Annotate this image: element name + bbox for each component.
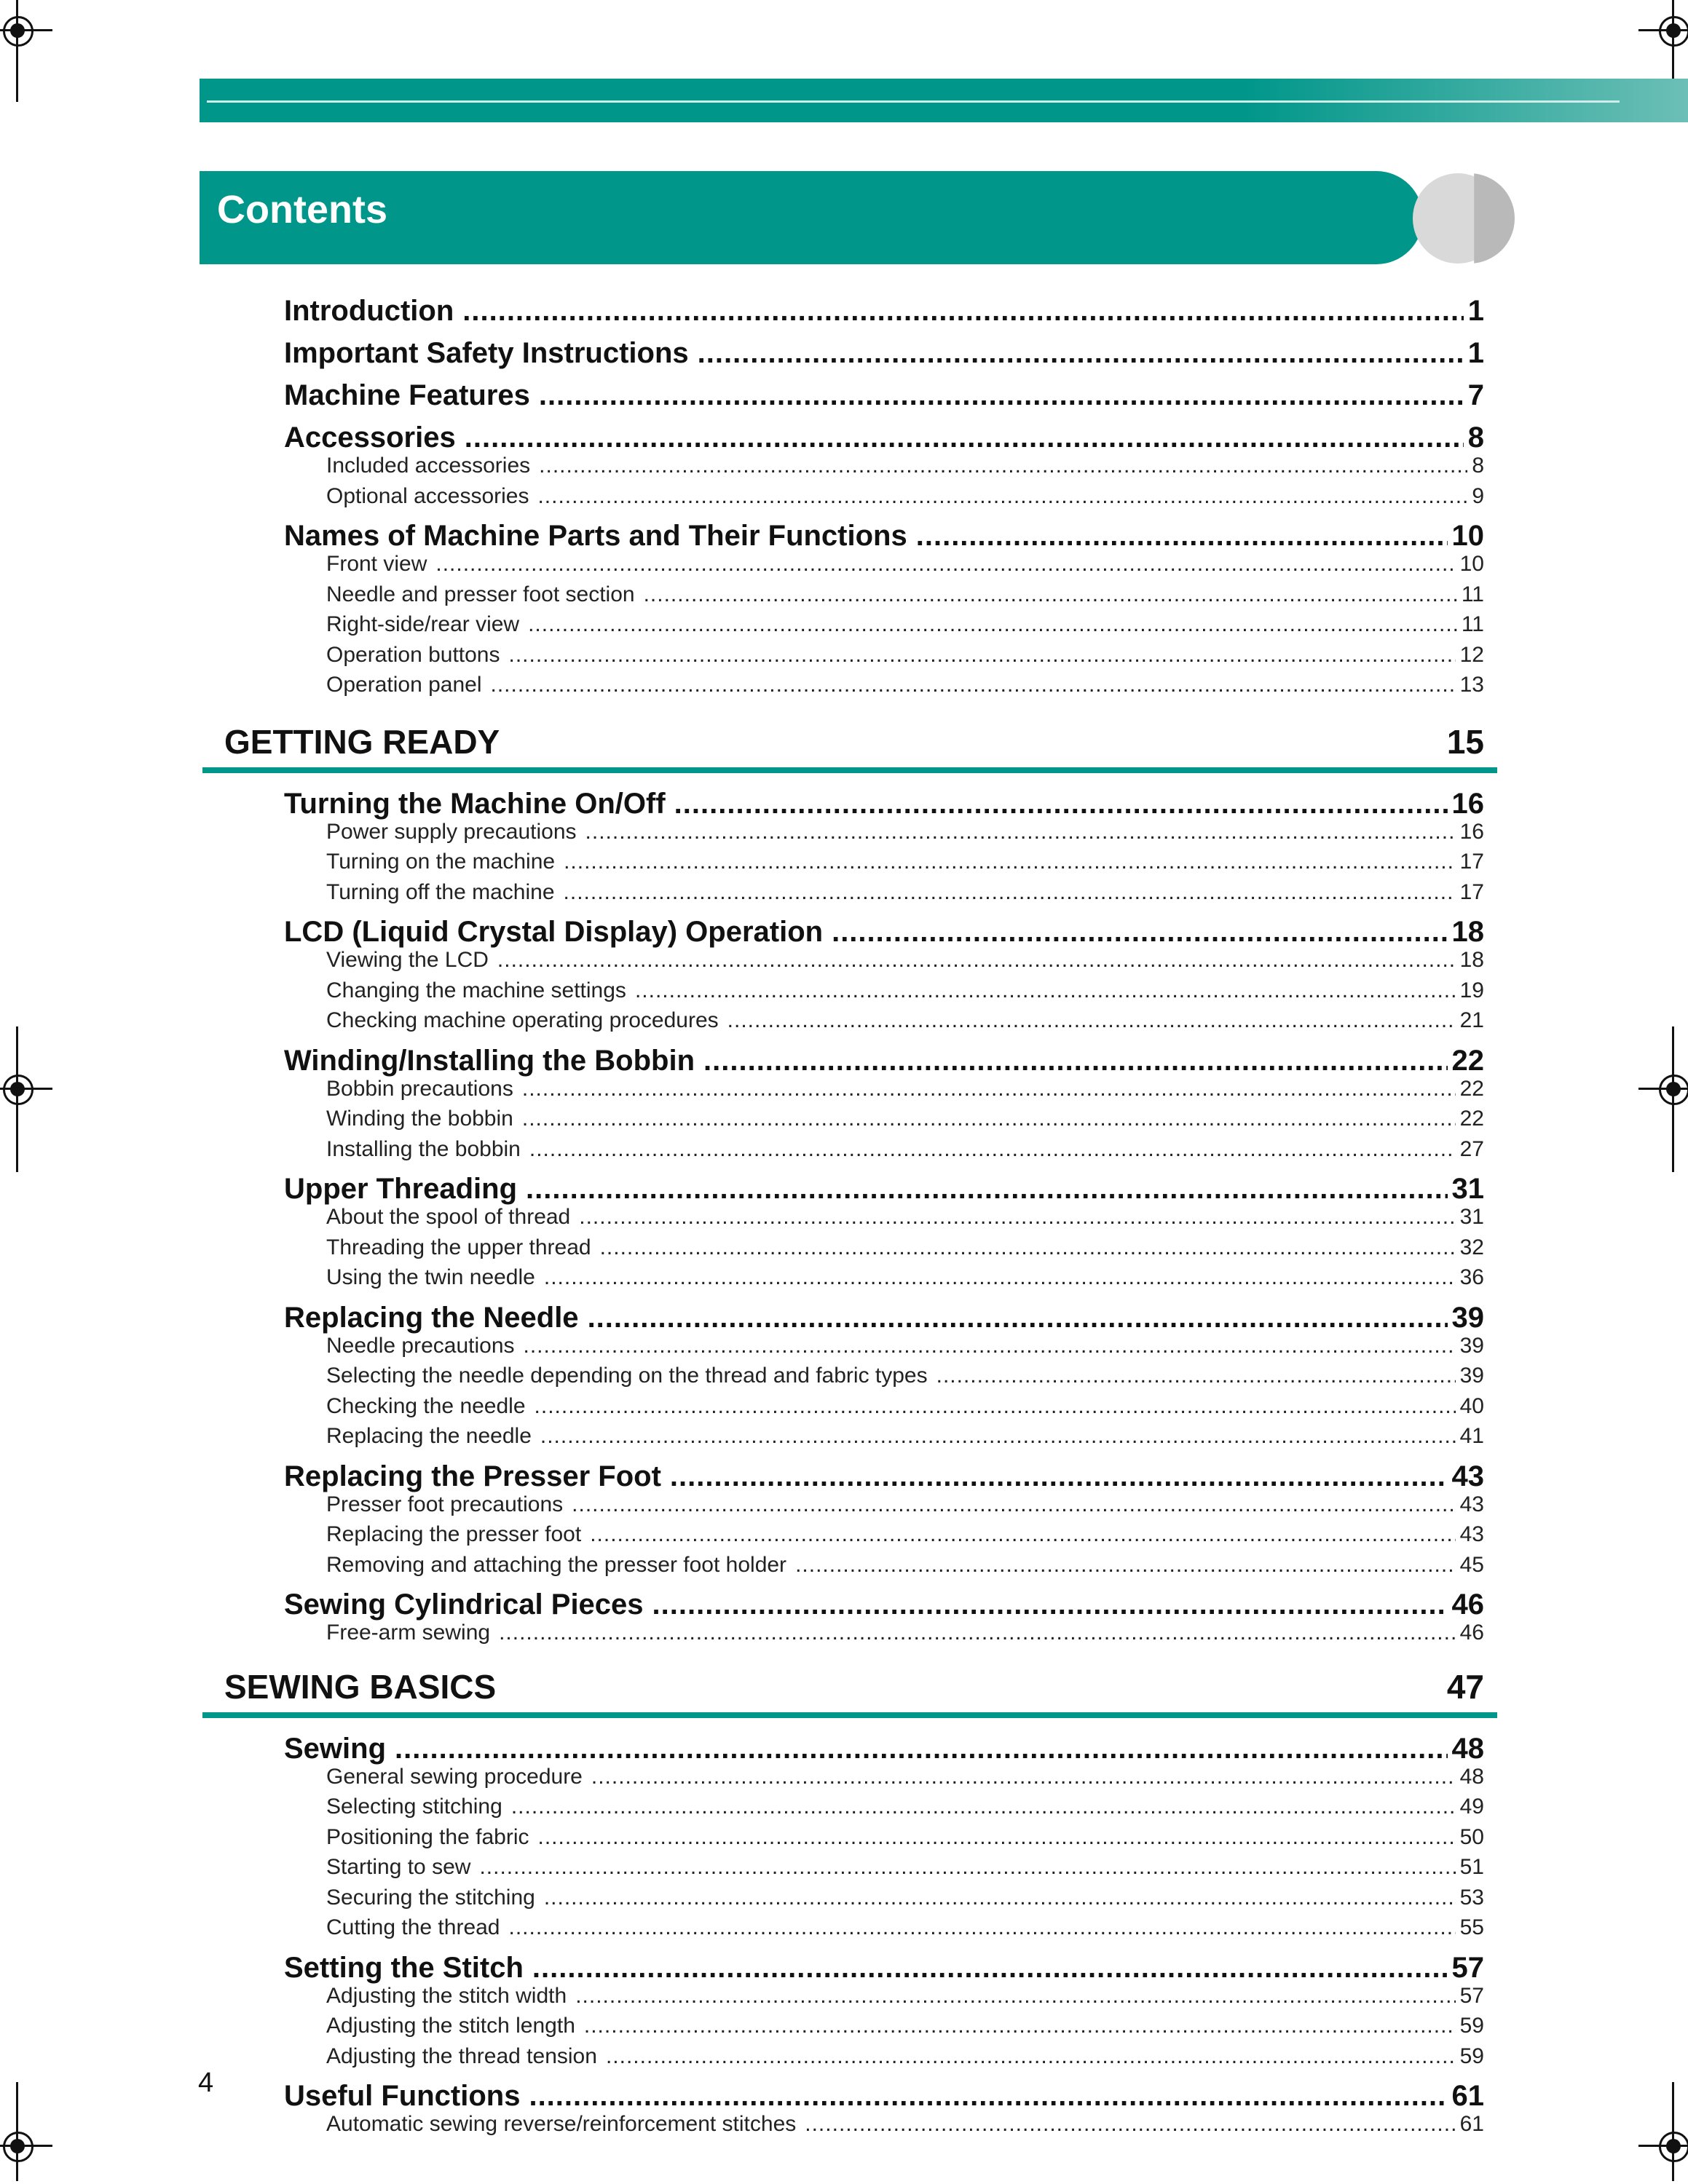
toc-entry[interactable] (284, 379, 1484, 412)
page-ref: 16 (1451, 787, 1484, 820)
toc-subentry-title: About the spool of thread (326, 1205, 571, 1229)
page-ref: 39 (1459, 1364, 1484, 1388)
page-ref: 12 (1459, 642, 1484, 667)
dot-leader (805, 2112, 1455, 2137)
toc-entry[interactable] (284, 295, 1484, 328)
toc-subentry[interactable] (326, 582, 1484, 607)
dot-leader (522, 1077, 1456, 1101)
section-title: SEWING BASICS (224, 1667, 497, 1706)
dot-leader (652, 1588, 1448, 1621)
toc-subentry-title: Replacing the needle (326, 1424, 532, 1448)
toc-subentry-title: General sewing procedure (326, 1764, 583, 1789)
section-divider (202, 767, 1497, 773)
page-ref: 55 (1459, 1915, 1484, 1939)
crop-mark (1672, 2082, 1674, 2133)
toc-entry[interactable] (284, 1952, 1484, 1985)
toc-subentry[interactable] (326, 2044, 1484, 2069)
toc-subentry[interactable] (326, 1915, 1484, 1940)
toc-subentry-title: Viewing the LCD (326, 948, 489, 972)
toc-subentry-title: Front view (326, 552, 427, 576)
toc-subentry[interactable] (326, 1855, 1484, 1880)
dot-leader (528, 612, 1457, 637)
toc-subentry[interactable] (326, 1886, 1484, 1910)
toc-subentry-title: Adjusting the thread tension (326, 2043, 597, 2068)
dot-leader (529, 1137, 1456, 1162)
dot-leader (538, 1825, 1456, 1850)
dot-leader (465, 422, 1464, 454)
dot-leader (522, 1107, 1456, 1131)
toc-entry-title: LCD (Liquid Crystal Display) Operation (284, 916, 824, 948)
toc-subentry[interactable] (326, 1137, 1484, 1162)
toc-subentry-title: Starting to sew (326, 1855, 471, 1879)
dot-leader (670, 1460, 1448, 1493)
page-ref: 18 (1459, 948, 1484, 972)
toc-entry[interactable] (284, 1460, 1484, 1493)
page-ref: 48 (1451, 1732, 1484, 1765)
crop-mark (16, 2082, 18, 2133)
toc-subentry-title: Right-side/rear view (326, 612, 520, 636)
section-title: GETTING READY (224, 722, 500, 761)
toc-subentry[interactable] (326, 1394, 1484, 1419)
page-ref: 31 (1459, 1205, 1484, 1229)
toc-subentry[interactable] (326, 1553, 1484, 1578)
toc-subentry[interactable] (326, 1334, 1484, 1358)
page-ref: 17 (1459, 879, 1484, 904)
page-ref: 7 (1467, 379, 1484, 411)
toc-entry[interactable] (284, 1302, 1484, 1334)
page-ref: 39 (1459, 1333, 1484, 1358)
dot-leader (588, 1302, 1448, 1334)
toc-entry[interactable] (284, 1588, 1484, 1621)
toc-entry-title: Setting the Stitch (284, 1951, 524, 1984)
page-ref: 53 (1459, 1885, 1484, 1910)
dot-leader (539, 454, 1467, 478)
dot-leader (535, 1394, 1456, 1419)
dot-leader (539, 379, 1464, 412)
dot-leader (727, 1008, 1456, 1033)
dot-leader (509, 1915, 1456, 1940)
toc-subentry[interactable] (326, 820, 1484, 844)
toc-subentry-title: Turning off the machine (326, 879, 555, 904)
toc-subentry[interactable] (326, 1492, 1484, 1517)
dot-leader (395, 1733, 1447, 1765)
toc-subentry[interactable] (326, 673, 1484, 697)
page-ref: 39 (1451, 1301, 1484, 1334)
dot-leader (540, 1424, 1456, 1449)
page-ref: 61 (1451, 2080, 1484, 2112)
page-ref: 36 (1459, 1265, 1484, 1289)
toc-subentry-title: Cutting the thread (326, 1915, 500, 1939)
toc-subentry-title: Operation panel (326, 673, 482, 697)
dot-leader (479, 1855, 1455, 1880)
dot-leader (600, 1235, 1456, 1260)
dot-leader (564, 850, 1456, 874)
toc-subentry-title: Installing the bobbin (326, 1136, 521, 1161)
dot-leader (564, 880, 1456, 905)
page-ref: 46 (1451, 1588, 1484, 1621)
page-ref: 61 (1459, 2112, 1484, 2136)
toc-subentry-title: Replacing the presser foot (326, 1522, 582, 1546)
dot-leader (499, 1621, 1456, 1645)
dot-leader (590, 1522, 1455, 1547)
toc-entry[interactable] (284, 788, 1484, 820)
section-heading[interactable] (224, 722, 1484, 773)
page-ref: 46 (1459, 1621, 1484, 1645)
toc-subentry-title: Operation buttons (326, 642, 500, 667)
page-ref: 27 (1459, 1136, 1484, 1161)
crop-mark (1672, 1026, 1674, 1172)
section-page: 47 (1446, 1667, 1484, 1706)
crop-mark (16, 1026, 18, 1172)
page-ref: 1 (1467, 295, 1484, 327)
toc-subentry[interactable] (326, 850, 1484, 874)
toc-subentry[interactable] (326, 1107, 1484, 1131)
dot-leader (795, 1553, 1456, 1578)
toc-subentry-title: Included accessories (326, 454, 531, 478)
page-ref: 13 (1459, 673, 1484, 697)
toc-entry-title: Sewing (284, 1732, 387, 1765)
dot-leader (585, 820, 1456, 844)
top-banner (200, 79, 1688, 122)
toc-subentry-title: Adjusting the stitch width (326, 1983, 567, 2008)
toc-subentry-title: Changing the machine settings (326, 978, 626, 1002)
page-ref: 43 (1451, 1460, 1484, 1492)
registration-mark-icon (1653, 1069, 1688, 1109)
dot-leader (544, 1265, 1456, 1290)
toc-subentry[interactable] (326, 1765, 1484, 1789)
header-decoration (1413, 173, 1515, 264)
page-ref: 16 (1459, 819, 1484, 844)
toc-subentry[interactable] (326, 612, 1484, 637)
toc-subentry[interactable] (326, 1364, 1484, 1388)
toc-subentry-title: Turning on the machine (326, 850, 556, 874)
toc-entry[interactable] (284, 422, 1484, 454)
toc-subentry-title: Optional accessories (326, 483, 529, 508)
dot-leader (462, 295, 1463, 328)
dot-leader (435, 552, 1455, 577)
page-ref: 45 (1459, 1552, 1484, 1577)
toc-entry-title: Names of Machine Parts and Their Functions (284, 520, 907, 552)
toc-subentry[interactable] (326, 643, 1484, 668)
toc-entry-title: Machine Features (284, 379, 530, 411)
dot-leader (572, 1492, 1455, 1517)
toc-entry-title: Introduction (284, 295, 454, 327)
toc-subentry-title: Needle and presser foot section (326, 582, 635, 606)
toc-subentry-title: Selecting stitching (326, 1795, 502, 1819)
toc-subentry[interactable] (326, 2112, 1484, 2137)
page-ref: 40 (1459, 1393, 1484, 1418)
dot-leader (703, 1045, 1447, 1077)
toc-entry[interactable] (284, 1733, 1484, 1765)
toc-subentry[interactable] (326, 978, 1484, 1003)
registration-mark-icon (0, 1069, 38, 1109)
dot-leader (575, 1984, 1455, 2009)
page-ref: 22 (1459, 1107, 1484, 1131)
page-ref: 8 (1467, 422, 1484, 454)
toc-entry-title: Turning the Machine On/Off (284, 787, 666, 820)
crop-mark (16, 51, 18, 102)
dot-leader (537, 484, 1467, 509)
page-ref: 9 (1472, 483, 1484, 508)
toc-subentry-title: Checking the needle (326, 1393, 526, 1418)
toc-entry-title: Useful Functions (284, 2080, 521, 2112)
toc-subentry[interactable] (326, 1984, 1484, 2009)
dot-leader (529, 2080, 1447, 2113)
dot-leader (674, 788, 1448, 820)
toc-entry[interactable] (284, 2080, 1484, 2113)
toc-subentry-title: Positioning the fabric (326, 1824, 529, 1849)
toc-entry-title: Replacing the Needle (284, 1301, 579, 1334)
toc-subentry[interactable] (326, 948, 1484, 973)
registration-mark-icon (0, 2126, 38, 2167)
page-ref: 57 (1451, 1951, 1484, 1984)
toc-subentry-title: Adjusting the stitch length (326, 2014, 575, 2038)
toc-subentry[interactable] (326, 1795, 1484, 1819)
toc-subentry[interactable] (326, 552, 1484, 577)
page-ref: 48 (1459, 1764, 1484, 1789)
page-ref: 31 (1451, 1173, 1484, 1205)
toc-subentry[interactable] (326, 1235, 1484, 1260)
dot-leader (916, 520, 1448, 553)
page-ref: 21 (1459, 1008, 1484, 1032)
page-ref: 49 (1459, 1795, 1484, 1819)
dot-leader (526, 1173, 1447, 1206)
toc-entry-title: Sewing Cylindrical Pieces (284, 1588, 644, 1621)
dot-leader (579, 1205, 1455, 1230)
page-ref: 32 (1459, 1235, 1484, 1259)
toc-subentry[interactable] (326, 2014, 1484, 2038)
toc-entry[interactable] (284, 337, 1484, 370)
toc-subentry-title: Free-arm sewing (326, 1621, 491, 1645)
section-heading[interactable] (224, 1667, 1484, 1718)
dot-leader (491, 673, 1456, 697)
page-ref: 11 (1461, 582, 1484, 606)
toc-subentry[interactable] (326, 1825, 1484, 1850)
toc-subentry[interactable] (326, 454, 1484, 478)
section-page: 15 (1446, 722, 1484, 761)
toc-entry[interactable] (284, 1173, 1484, 1206)
toc-entry-title: Important Safety Instructions (284, 337, 689, 369)
toc-entry[interactable] (284, 1045, 1484, 1077)
dot-leader (511, 1795, 1456, 1819)
toc-entry-title: Upper Threading (284, 1173, 518, 1205)
page-ref: 11 (1461, 612, 1484, 636)
dot-leader (591, 1765, 1456, 1789)
page-ref: 43 (1459, 1522, 1484, 1546)
dot-leader (832, 916, 1447, 949)
toc-subentry[interactable] (326, 1522, 1484, 1547)
toc-subentry[interactable] (326, 484, 1484, 509)
dot-leader (584, 2014, 1456, 2038)
page-ref: 41 (1459, 1424, 1484, 1448)
page-ref: 22 (1451, 1044, 1484, 1077)
page-ref: 43 (1459, 1492, 1484, 1516)
page-ref: 59 (1459, 2014, 1484, 2038)
toc-entry-title: Replacing the Presser Foot (284, 1460, 661, 1492)
dot-leader (936, 1364, 1456, 1388)
dot-leader (544, 1886, 1456, 1910)
toc-subentry[interactable] (326, 1205, 1484, 1230)
dot-leader (532, 1952, 1448, 1985)
page-ref: 18 (1451, 916, 1484, 948)
section-divider (202, 1712, 1497, 1718)
toc-subentry-title: Using the twin needle (326, 1265, 535, 1289)
toc-subentry-title: Checking machine operating procedures (326, 1008, 719, 1032)
toc-subentry-title: Threading the upper thread (326, 1235, 591, 1259)
toc-subentry[interactable] (326, 1265, 1484, 1290)
page-ref: 59 (1459, 2043, 1484, 2068)
page-title: Contents (217, 188, 387, 232)
toc-subentry[interactable] (326, 880, 1484, 905)
toc-subentry-title: Needle precautions (326, 1333, 515, 1358)
page-ref: 57 (1459, 1983, 1484, 2008)
page-ref: 51 (1459, 1855, 1484, 1879)
toc-entry-title: Winding/Installing the Bobbin (284, 1044, 695, 1077)
registration-mark-icon (0, 10, 38, 51)
page-ref: 8 (1472, 454, 1484, 478)
dot-leader (635, 978, 1456, 1003)
toc-subentry-title: Securing the stitching (326, 1885, 535, 1910)
toc-subentry-title: Removing and attaching the presser foot holder (326, 1552, 787, 1577)
page-number: 4 (198, 2068, 214, 2098)
toc-subentry-title: Power supply precautions (326, 819, 577, 844)
dot-leader (606, 2044, 1456, 2069)
contents-header (200, 171, 1423, 264)
toc-subentry[interactable] (326, 1008, 1484, 1033)
toc-entry[interactable] (284, 916, 1484, 949)
toc-subentry[interactable] (326, 1077, 1484, 1101)
page-ref: 17 (1459, 850, 1484, 874)
toc-subentry-title: Bobbin precautions (326, 1076, 513, 1101)
toc-subentry-title: Presser foot precautions (326, 1492, 564, 1516)
toc-subentry[interactable] (326, 1424, 1484, 1449)
toc-subentry-title: Selecting the needle depending on the thread and fabric types (326, 1364, 928, 1388)
toc-entry-title: Accessories (284, 422, 456, 454)
registration-mark-icon (1653, 10, 1688, 51)
toc-entry[interactable] (284, 520, 1484, 553)
toc-subentry-title: Winding the bobbin (326, 1107, 513, 1131)
dot-leader (524, 1334, 1456, 1358)
dot-leader (509, 643, 1456, 668)
page-ref: 19 (1459, 978, 1484, 1002)
dot-leader (698, 337, 1464, 370)
dot-leader (644, 582, 1457, 607)
page-ref: 10 (1451, 520, 1484, 552)
dot-leader (497, 948, 1456, 973)
toc-subentry-title: Automatic sewing reverse/reinforcement stitches (326, 2112, 797, 2136)
page-ref: 22 (1459, 1076, 1484, 1101)
toc-subentry[interactable] (326, 1621, 1484, 1645)
page-ref: 50 (1459, 1824, 1484, 1849)
page-ref: 1 (1467, 337, 1484, 369)
page-ref: 10 (1459, 552, 1484, 576)
registration-mark-icon (1653, 2126, 1688, 2167)
